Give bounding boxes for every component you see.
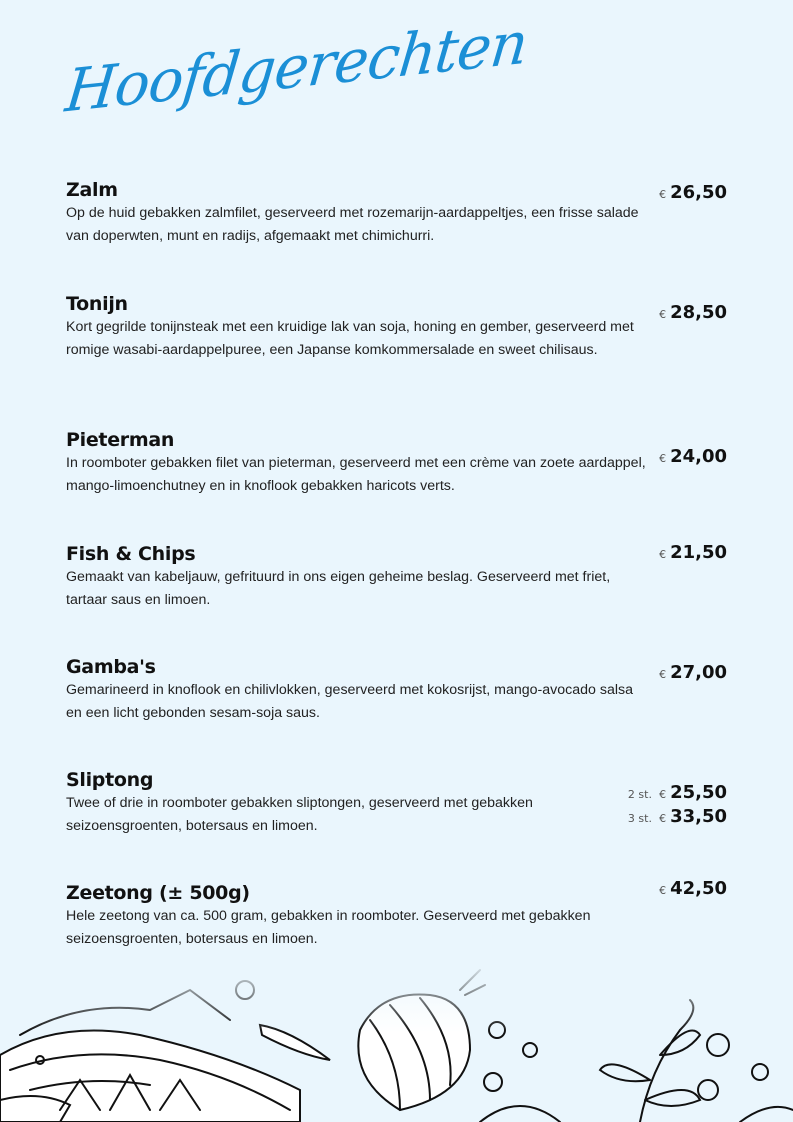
menu-item-fish-chips [66,542,726,612]
price-amount: 25,50 [670,782,727,803]
currency-symbol: € [659,812,667,825]
dish-name: Zeetong (± 500g) [66,882,250,904]
dish-name: Fish & Chips [66,543,196,565]
dish-price [659,181,727,205]
dish-description: Gemaakt van kabeljauw, gefrituurd in ons eigen geheime beslag. Geserveerd met friet, tartaar saus en limoen. [66,569,611,608]
currency-symbol: € [659,452,667,465]
dish-price [628,781,727,829]
menu-item-zeetong [66,881,726,951]
currency-symbol: € [659,668,667,681]
price-amount: 24,00 [670,446,727,467]
price-amount: 21,50 [670,542,727,563]
quantity-label: 3 st. [627,812,652,825]
price-amount: 42,50 [670,878,727,899]
dish-price [659,661,727,685]
price-amount: 33,50 [670,806,727,827]
menu-item-tonijn [66,292,726,362]
currency-symbol: € [659,884,667,897]
dish-description: In roomboter gebakken filet van pieterman, geserveerd met een crème van zoete aardappel, mango-limoenchutney en in knoflook gebakken haricots verts. [66,455,646,494]
page-title: Hoofdgerechten [62,7,531,126]
dish-price [659,445,727,469]
dish-description: Twee of drie in roomboter gebakken sliptongen, geserveerd met gebakken seizoensgroenten, botersaus en limoen. [66,795,533,834]
dish-price [659,301,727,325]
dish-name: Gamba's [66,656,156,678]
quantity-label: 2 st. [627,788,652,801]
price-amount: 26,50 [670,182,727,203]
dish-description: Gemarineerd in knoflook en chilivlokken, geserveerd met kokosrijst, mango-avocado salsa en een licht gebonden sesam-soja saus. [66,682,633,721]
menu-item-gambas [66,655,726,725]
currency-symbol: € [659,548,667,561]
price-amount: 27,00 [670,662,727,683]
dish-price [659,541,727,565]
currency-symbol: € [659,188,667,201]
menu-item-zalm [66,178,726,248]
dish-name: Zalm [66,179,118,201]
food-illustration-decoration [0,960,793,1122]
dish-name: Pieterman [66,429,175,451]
dish-description: Op de huid gebakken zalmfilet, geserveerd met rozemarijn-aardappeltjes, een frisse salade van doperwten, munt en radijs, afgemaakt met chimichurri. [66,205,639,244]
price-amount: 28,50 [670,302,727,323]
dish-name: Sliptong [66,769,154,791]
currency-symbol: € [659,308,667,321]
currency-symbol: € [659,788,667,801]
dish-description: Kort gegrilde tonijnsteak met een kruidige lak van soja, honing en gember, geserveerd met romige wasabi-aardappelpuree, een Japanse komkommersalade en sweet chilisaus. [66,319,634,358]
dish-name: Tonijn [66,293,128,315]
dish-description: Hele zeetong van ca. 500 gram, gebakken in roomboter. Geserveerd met gebakken seizoensgroenten, botersaus en limoen. [66,908,591,947]
menu-item-pieterman [66,428,726,498]
dish-price [659,877,727,901]
